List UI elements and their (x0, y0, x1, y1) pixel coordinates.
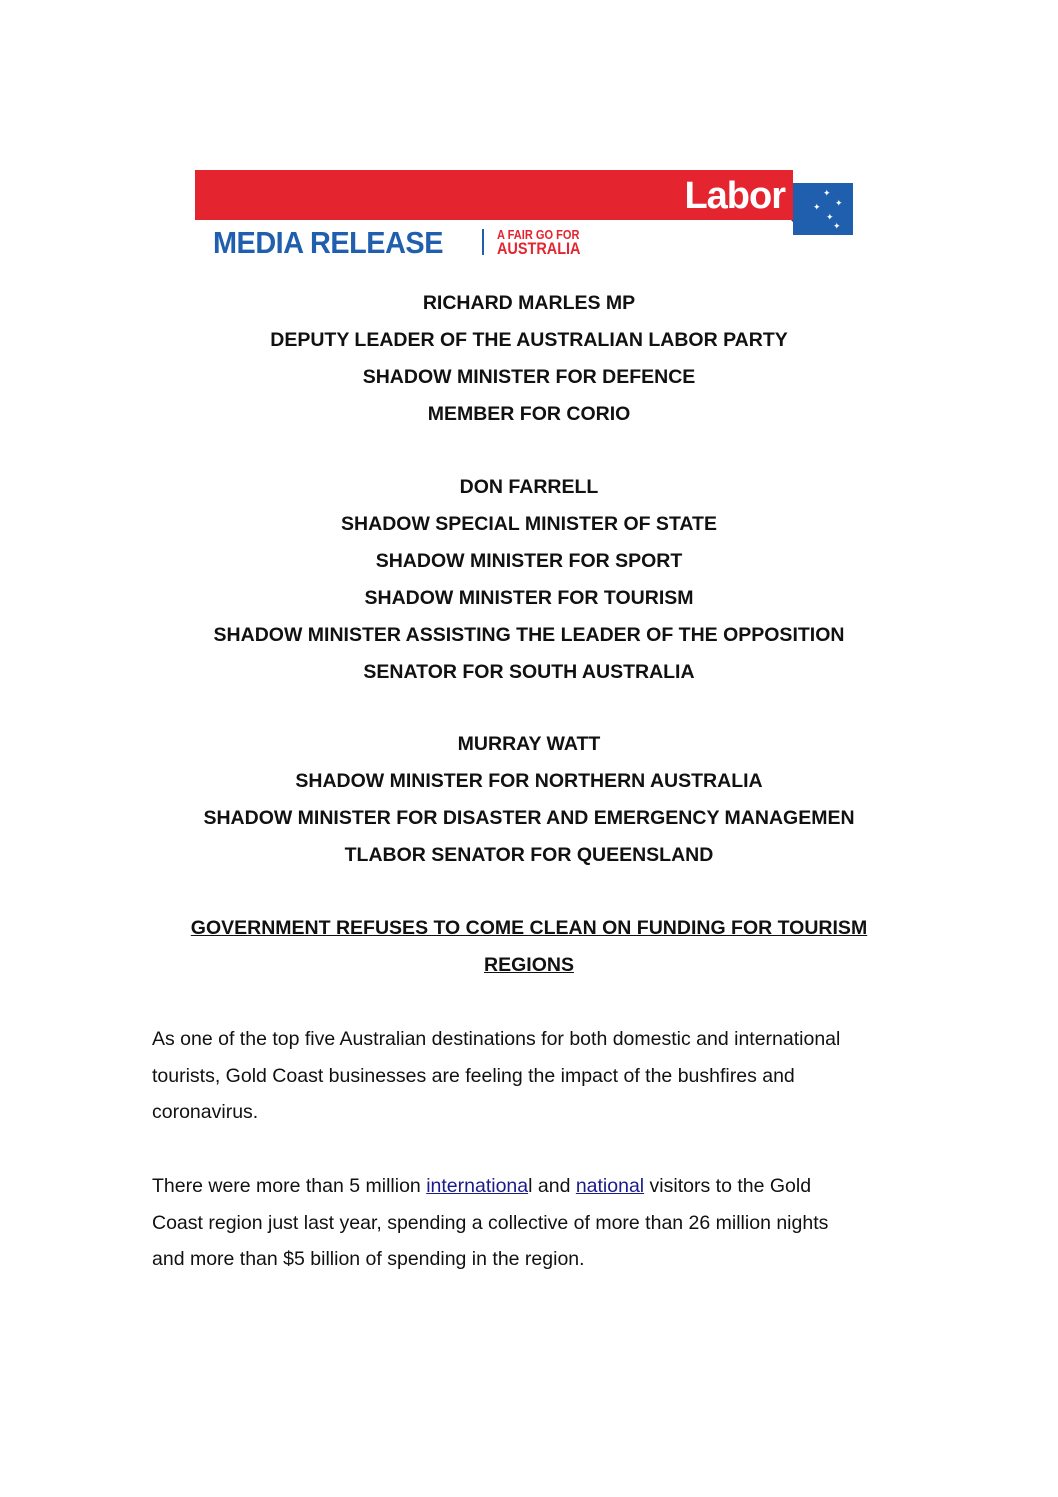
minister-name: DON FARRELL (459, 476, 599, 498)
tagline-line-1: A FAIR GO FOR (497, 227, 580, 242)
minister-name: MURRAY WATT (457, 733, 601, 755)
minister-title: SHADOW MINISTER FOR TOURISM (364, 587, 694, 609)
minister-title: TLABOR SENATOR FOR QUEENSLAND (344, 844, 714, 866)
minister-title: SHADOW SPECIAL MINISTER OF STATE (341, 513, 717, 535)
paragraph-line (152, 1168, 922, 1205)
paragraph-line: Coast region just last year, spending a collective of more than 26 million nights (152, 1211, 829, 1234)
star-icon: ✦ (833, 221, 841, 231)
star-icon: ✦ (835, 198, 843, 208)
minister-title: SHADOW MINISTER FOR DISASTER AND EMERGENCY MANAGEMEN (203, 807, 855, 829)
minister-title: SHADOW MINISTER FOR SPORT (375, 550, 683, 572)
minister-title: SHADOW MINISTER ASSISTING THE LEADER OF THE OPPOSITION (213, 624, 845, 646)
minister-block-watt (0, 726, 1058, 874)
paragraph-line: and more than $5 billion of spending in the region. (152, 1248, 585, 1270)
minister-title: DEPUTY LEADER OF THE AUSTRALIAN LABOR PARTY (270, 329, 788, 351)
paragraph-line: tourists, Gold Coast businesses are feeling the impact of the bushfires and (152, 1064, 795, 1087)
media-release-banner (195, 170, 853, 265)
minister-block-farrell (0, 469, 1058, 691)
southern-cross-icon (793, 183, 853, 235)
release-headline (0, 910, 1058, 984)
body-paragraph-2 (152, 1168, 922, 1278)
minister-title: SHADOW MINISTER FOR NORTHERN AUSTRALIA (295, 770, 763, 792)
minister-title: SENATOR FOR SOUTH AUSTRALIA (363, 661, 695, 683)
paragraph-text: l and (528, 1175, 576, 1197)
paragraph-line: As one of the top five Australian destinations for both domestic and international (152, 1028, 841, 1050)
paragraph-text: visitors to the Gold (644, 1175, 812, 1197)
body-paragraph-1 (152, 1021, 922, 1131)
minister-block-marles (0, 285, 1058, 433)
minister-name: RICHARD MARLES MP (422, 292, 636, 314)
labor-logo-text: Labor (684, 175, 785, 217)
national-link[interactable]: national (575, 1175, 645, 1197)
banner-tagline (497, 228, 580, 257)
star-icon: ✦ (826, 212, 834, 222)
media-release-title: MEDIA RELEASE (213, 225, 443, 260)
tagline-line-2: AUSTRALIA (497, 239, 581, 258)
paragraph-line: coronavirus. (152, 1101, 259, 1123)
paragraph-text: There were more than 5 million (152, 1175, 427, 1197)
minister-title: SHADOW MINISTER FOR DEFENCE (362, 366, 696, 388)
star-icon: ✦ (823, 188, 831, 198)
headline-line-1: GOVERNMENT REFUSES TO COME CLEAN ON FUNDING FOR TOURISM (190, 917, 868, 939)
headline-line-2: REGIONS (484, 954, 574, 976)
minister-title: MEMBER FOR CORIO (427, 403, 631, 425)
international-link[interactable]: internationa (426, 1175, 529, 1197)
banner-divider (482, 229, 484, 255)
star-icon: ✦ (813, 202, 821, 212)
